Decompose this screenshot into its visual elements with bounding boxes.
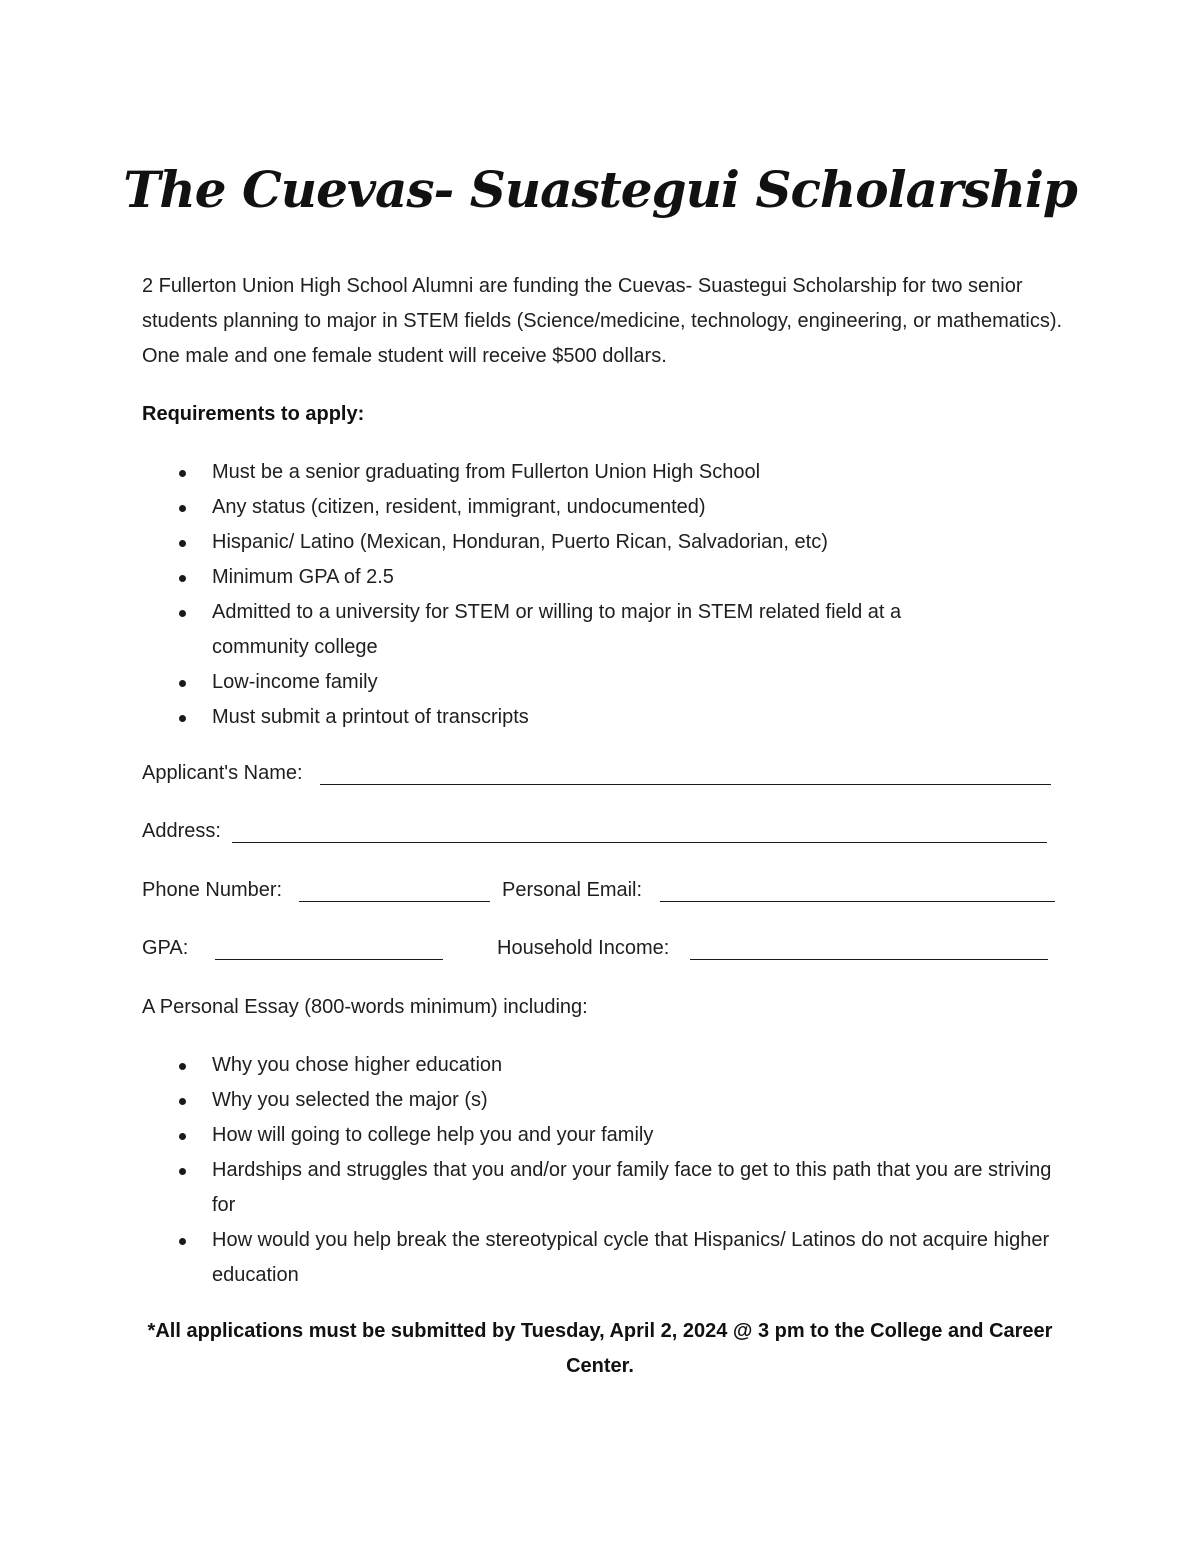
list-item xyxy=(142,525,1062,560)
page-title: The Cuevas- Suastegui Scholarship xyxy=(123,160,1077,219)
gpa-label: GPA: xyxy=(142,937,189,959)
bullet-icon xyxy=(179,1098,186,1105)
intro-paragraph: 2 Fullerton Union High School Alumni are funding the Cuevas- Suastegui Scholarship for two senior students planning to major in STEM fields (Science/medicine, technology, engineering, or mathematics). One male and one female student will receive $500 dollars. xyxy=(142,275,1063,367)
requirement-text: Admitted to a university for STEM or willing to major in STEM related field at a community college xyxy=(212,601,902,658)
list-item xyxy=(142,560,1062,595)
essay-heading: A Personal Essay (800-words minimum) including: xyxy=(142,996,588,1018)
requirement-text: Minimum GPA of 2.5 xyxy=(212,566,394,588)
list-item xyxy=(142,595,1062,665)
bullet-icon xyxy=(179,505,186,512)
address-label: Address: xyxy=(142,820,221,842)
bullet-icon xyxy=(179,680,186,687)
requirements-heading: Requirements to apply: xyxy=(142,403,365,425)
essay-topics-list xyxy=(142,1048,1062,1293)
gpa-field[interactable] xyxy=(215,959,443,960)
bullet-icon xyxy=(179,1238,186,1245)
list-item xyxy=(142,700,1062,735)
requirement-text: Any status (citizen, resident, immigrant, undocumented) xyxy=(212,496,706,518)
deadline-notice: *All applications must be submitted by Tuesday, April 2, 2024 @ 3 pm to the College and Career Center. xyxy=(147,1320,1053,1377)
list-item xyxy=(142,455,1062,490)
list-item xyxy=(142,1153,1062,1223)
bullet-icon xyxy=(179,1133,186,1140)
bullet-icon xyxy=(179,540,186,547)
requirements-list xyxy=(142,455,1062,735)
household-income-label: Household Income: xyxy=(497,937,670,959)
requirement-text: Low-income family xyxy=(212,671,378,693)
phone-number-field[interactable] xyxy=(299,901,490,902)
household-income-field[interactable] xyxy=(690,959,1048,960)
essay-topic-text: Why you selected the major (s) xyxy=(212,1089,488,1111)
phone-number-label: Phone Number: xyxy=(142,879,283,901)
personal-email-field[interactable] xyxy=(660,901,1055,902)
applicant-name-field[interactable] xyxy=(320,784,1051,785)
list-item xyxy=(142,490,1062,525)
address-field[interactable] xyxy=(232,842,1047,843)
list-item xyxy=(142,1048,1062,1083)
applicant-name-label: Applicant's Name: xyxy=(142,762,303,784)
bullet-icon xyxy=(179,470,186,477)
essay-topic-text: Why you chose higher education xyxy=(212,1054,503,1076)
list-item xyxy=(142,1083,1062,1118)
bullet-icon xyxy=(179,715,186,722)
essay-topic-text: How would you help break the stereotypical cycle that Hispanics/ Latinos do not acquire higher education xyxy=(212,1229,1050,1286)
list-item xyxy=(142,665,1062,700)
requirement-text: Hispanic/ Latino (Mexican, Honduran, Puerto Rican, Salvadorian, etc) xyxy=(212,531,828,553)
bullet-icon xyxy=(179,1063,186,1070)
requirement-text: Must submit a printout of transcripts xyxy=(212,706,529,728)
personal-email-label: Personal Email: xyxy=(502,879,643,901)
requirement-text: Must be a senior graduating from Fullerton Union High School xyxy=(212,461,761,483)
essay-topic-text: How will going to college help you and your family xyxy=(212,1124,654,1146)
essay-topic-text: Hardships and struggles that you and/or your family face to get to this path that you are striving for xyxy=(212,1159,1052,1216)
list-item xyxy=(142,1223,1062,1293)
list-item xyxy=(142,1118,1062,1153)
bullet-icon xyxy=(179,1168,186,1175)
bullet-icon xyxy=(179,610,186,617)
bullet-icon xyxy=(179,575,186,582)
